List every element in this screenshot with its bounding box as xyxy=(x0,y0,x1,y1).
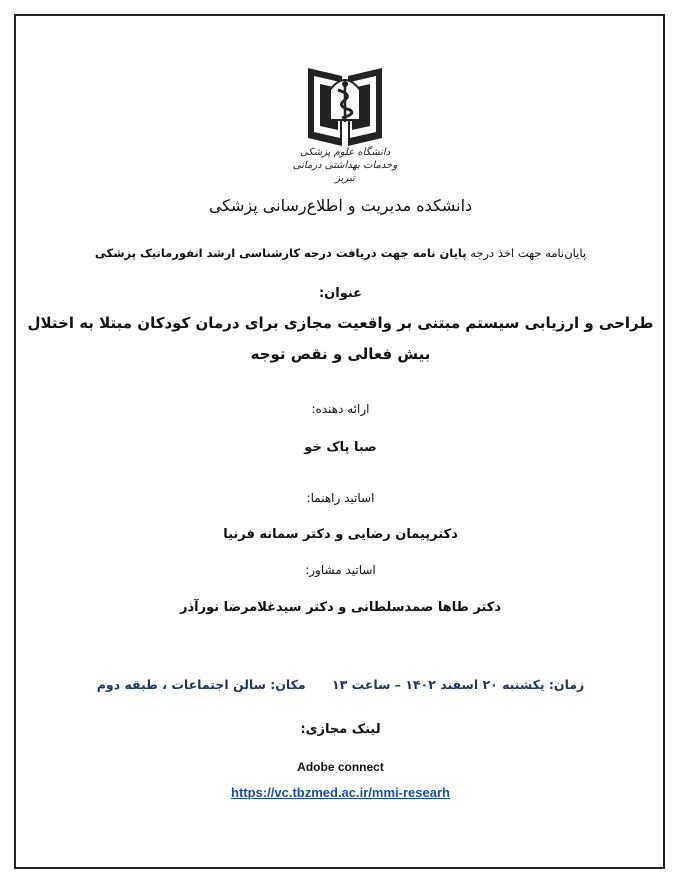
presenter-name: صبا پاک خو xyxy=(304,440,377,455)
presenter-label: ارائه دهنده: xyxy=(311,402,370,416)
logo xyxy=(290,60,400,185)
advisors-names: دکترپیمان رضایی و دکتر سمانه فرنیا xyxy=(223,527,458,542)
platform-name: Adobe connect xyxy=(297,760,384,774)
logo-caption-line1: دانشگاه علوم پزشکی xyxy=(299,147,391,158)
degree-prefix: پایان‌نامه جهت اخذ درجه xyxy=(470,246,587,260)
consultants-names: دکتر طاها صمدسلطانی و دکتر سیدغلامرضا نورآذر xyxy=(179,600,502,615)
virtual-link-label: لینک مجازی: xyxy=(300,722,381,737)
thesis-title-line1: طراحی و ارزیابی سیستم مبتنی بر واقعیت مجازی برای درمان کودکان مبتلا به اختلال xyxy=(27,314,654,332)
advisors-label: اساتید راهنما: xyxy=(306,491,375,505)
thesis-title-line2: بیش فعالی و نقص توجه xyxy=(250,345,431,363)
faculty-name: دانشکده مدیریت و اطلاع‌رسانی پزشکی xyxy=(208,196,473,215)
consultants-label: اساتید مشاور: xyxy=(305,563,376,577)
degree-text: پایان نامه جهت دریافت درجه کارشناسی ارشد انفورماتیک پزشکی xyxy=(94,246,467,260)
logo-caption xyxy=(290,146,400,185)
schedule-place: مکان: سالن اجتماعات ، طبقه دوم xyxy=(96,677,306,692)
schedule-line xyxy=(0,677,681,692)
meeting-link[interactable]: https://vc.tbzmed.ac.ir/mmi-researh xyxy=(231,785,450,800)
schedule-time: زمان: یکشنبه ۲۰ اسفند ۱۴۰۲ – ساعت ۱۳ xyxy=(332,677,585,692)
title-label: عنوان: xyxy=(318,286,363,301)
degree-line xyxy=(0,246,681,260)
logo-caption-line2: وخدمات بهداشتی درمانی تبریز xyxy=(292,160,398,184)
university-emblem-icon xyxy=(290,60,400,148)
